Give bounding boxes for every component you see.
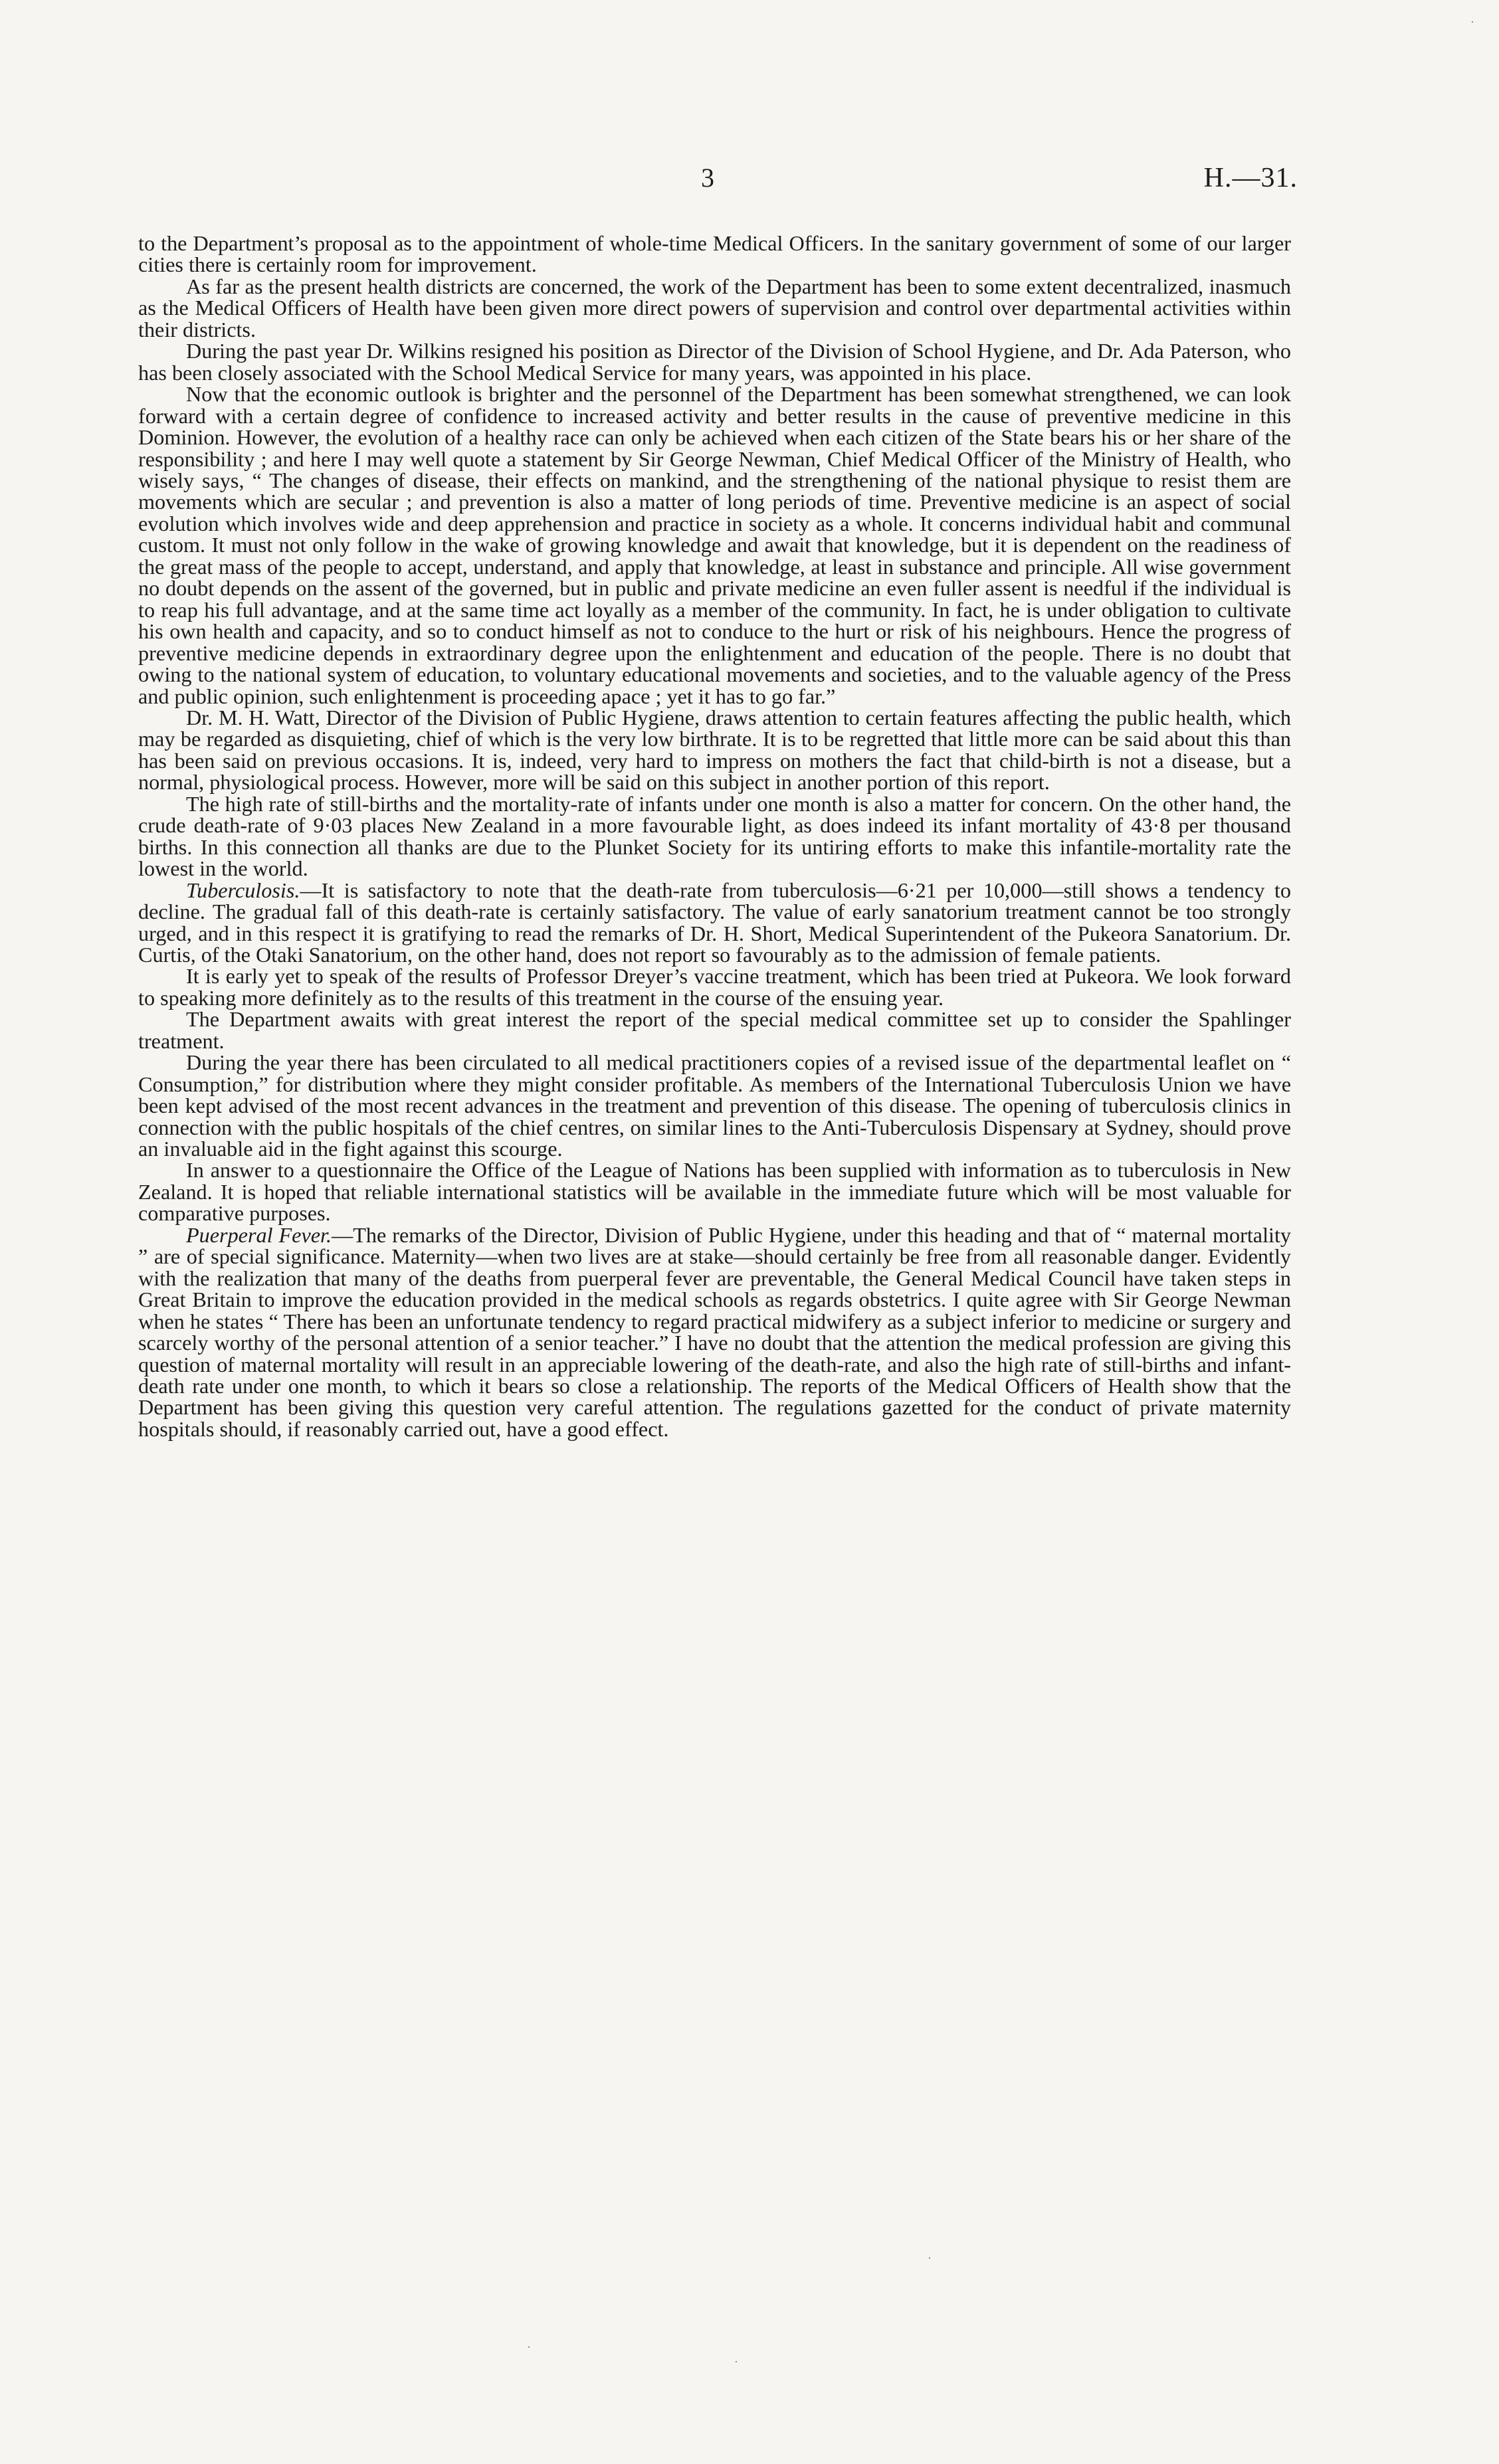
tuberculosis-heading: Tuberculosis.: [186, 878, 300, 902]
paragraph-infant-mortality: The high rate of still-births and the mortality-rate of infants under one month is also a matter for concern. On the other hand, the crude death-rate of 9·03 places New Zealand in a more favourable light, as does indeed its infant mortality of 43·8 per thousand births. In this connection all thanks are due to the Plunket Society for its untiring efforts to make this infantile-mortality rate the lowest in the world.: [138, 791, 1291, 881]
body-text: [138, 233, 1291, 1440]
paragraph-tuberculosis: [138, 880, 1291, 966]
scan-speck: ·: [1470, 15, 1474, 29]
puerperal-fever-text: —The remarks of the Director, Division of Public Hygiene, under this heading and that of “ maternal mortality ” are of special significance. Maternity—when two lives are at stake—should certainly be free from all reasonable danger. Evidently with the realization that many of the deaths from puerperal fever are preventable, the General Medical Council have taken steps in Great Britain to improve the education provided in the medical schools as regards obstetrics. I quite agree with Sir George Newman when he states “ There has been an unfortunate tendency to regard practical midwifery as a subject inferior to medicine or surgery and scarcely worthy of the personal attention of a senior teacher.” I have no doubt that the attention the medical profession are giving this question of maternal mortality will result in an appreciable lowering of the death-rate, and also the high rate of still-births and infant-death rate under one month, to which it bears so close a relationship. The reports of the Medical Officers of Health show that the Department has been giving this question very careful attention. The regulations gazetted for the conduct of private maternity hospitals should, if reasonably carried out, have a good effect.: [138, 1222, 1291, 1441]
paragraph-league-of-nations: In answer to a questionnaire the Office of the League of Nations has been supplied with information as to tuberculosis in New Zealand. It is hoped that reliable international statistics will be available in the immediate future which will be most valuable for comparative purposes.: [138, 1158, 1291, 1226]
paragraph-consumption-leaflet: During the year there has been circulated to all medical practitioners copies of a revised issue of the departmental leaflet on “ Consumption,” for distribution where they might consider profitable. As members of the International Tuberculosis Union we have been kept advised of the most recent advances in the treatment and prevention of this disease. The opening of tuberculosis clinics in connection with the public hospitals of the chief centres, on similar lines to the Anti-Tuberculosis Dispensary at Sydney, should prove an invaluable aid in the fight against this scourge.: [138, 1050, 1291, 1161]
scan-speck: ·: [928, 2251, 932, 2265]
page-header: [136, 159, 1298, 199]
paragraph-vaccine-treatment: It is early yet to speak of the results of Professor Dreyer’s vaccine treatment, which has been tried at Pukeora. We look forward to speaking more definitely as to the results of this treatment in the course of the ensuing year.: [138, 964, 1291, 1010]
scan-speck: ·: [527, 2340, 531, 2354]
tuberculosis-text: —It is satisfactory to note that the death-rate from tuberculosis—6·21 per 10,000—still shows a tendency to decline. The gradual fall of this death-rate is certainly satisfactory. The value of early sanatorium treatment cannot be too strongly urged, and in this respect it is gratifying to read the remarks of Dr. H. Short, Medical Superintendent of the Pukeora Sanatorium. Dr. Curtis, of the Otaki Sanatorium, on the other hand, does not report so favourably as to the admission of female patients.: [138, 878, 1291, 967]
paragraph-birth-rate: Dr. M. H. Watt, Director of the Division of Public Hygiene, draws attention to certain features affecting the public health, which may be regarded as disquieting, chief of which is the very low birthrate. It is to be regretted that little more can be said about this than has been said on previous occasions. It is, indeed, very hard to impress on mothers the fact that child-birth is not a disease, but a normal, physiological process. However, more will be said on this subject in another portion of this report.: [138, 705, 1291, 795]
paragraph-school-hygiene: During the past year Dr. Wilkins resigned his position as Director of the Division of School Hygiene, and Dr. Ada Paterson, who has been closely associated with the School Medical Service for many years, was appointed in his place.: [138, 339, 1291, 385]
puerperal-fever-heading: Puerperal Fever.: [186, 1222, 332, 1247]
paragraph-departmental-officers: to the Department’s proposal as to the appointment of whole-time Medical Officers. In the sanitary government of some of our larger cities there is certainly room for improvement.: [138, 231, 1291, 277]
paragraph-preventive-medicine: Now that the economic outlook is brighter and the personnel of the Department has been somewhat strengthened, we can look forward with a certain degree of confidence to increased activity and better results in the cause of preventive medicine in this Dominion. However, the evolution of a healthy race can only be achieved when each citizen of the State bears his or her share of the responsibility ; and here I may well quote a statement by Sir George Newman, Chief Medical Officer of the Ministry of Health, who wisely says, “ The changes of disease, their effects on mankind, and the strengthening of the national physique to resist them are movements which are secular ; and prevention is also a matter of long periods of time. Preventive medicine is an aspect of social evolution which involves wide and deep apprehension and practice in society as a whole. It concerns individual habit and communal custom. It must not only follow in the wake of growing knowledge and await that knowledge, but it is dependent on the readiness of the great mass of the people to accept, understand, and apply that knowledge, at least in substance and principle. All wise government no doubt depends on the assent of the governed, but in public and private medicine an even fuller assent is needful if the individual is to reap his full advantage, and at the same time act loyally as a member of the community. In fact, he is under obligation to cultivate his own health and capacity, and so to conduct himself as not to conduce to the hurt or risk of his neighbours. Hence the progress of preventive medicine depends in extraordinary degree upon the enlightenment and education of the people. There is no doubt that owing to the national system of education, to voluntary educational movements and societies, and to the valuable agency of the Press and public opinion, such enlightenment is proceeding apace ; yet it has to go far.”: [138, 382, 1291, 708]
paragraph-spahlinger: The Department awaits with great interest the report of the special medical committee set up to consider the Spahlinger treatment.: [138, 1007, 1291, 1053]
document-reference: H.—31.: [1203, 163, 1298, 193]
paragraph-puerperal-fever: [138, 1224, 1291, 1440]
scan-speck: ·: [734, 2355, 738, 2368]
page-number: 3: [701, 163, 714, 193]
paragraph-health-districts: As far as the present health districts are concerned, the work of the Department has been to some extent decentralized, inasmuch as the Medical Officers of Health have been given more direct powers of supervision and control over departmental activities within their districts.: [138, 274, 1291, 341]
